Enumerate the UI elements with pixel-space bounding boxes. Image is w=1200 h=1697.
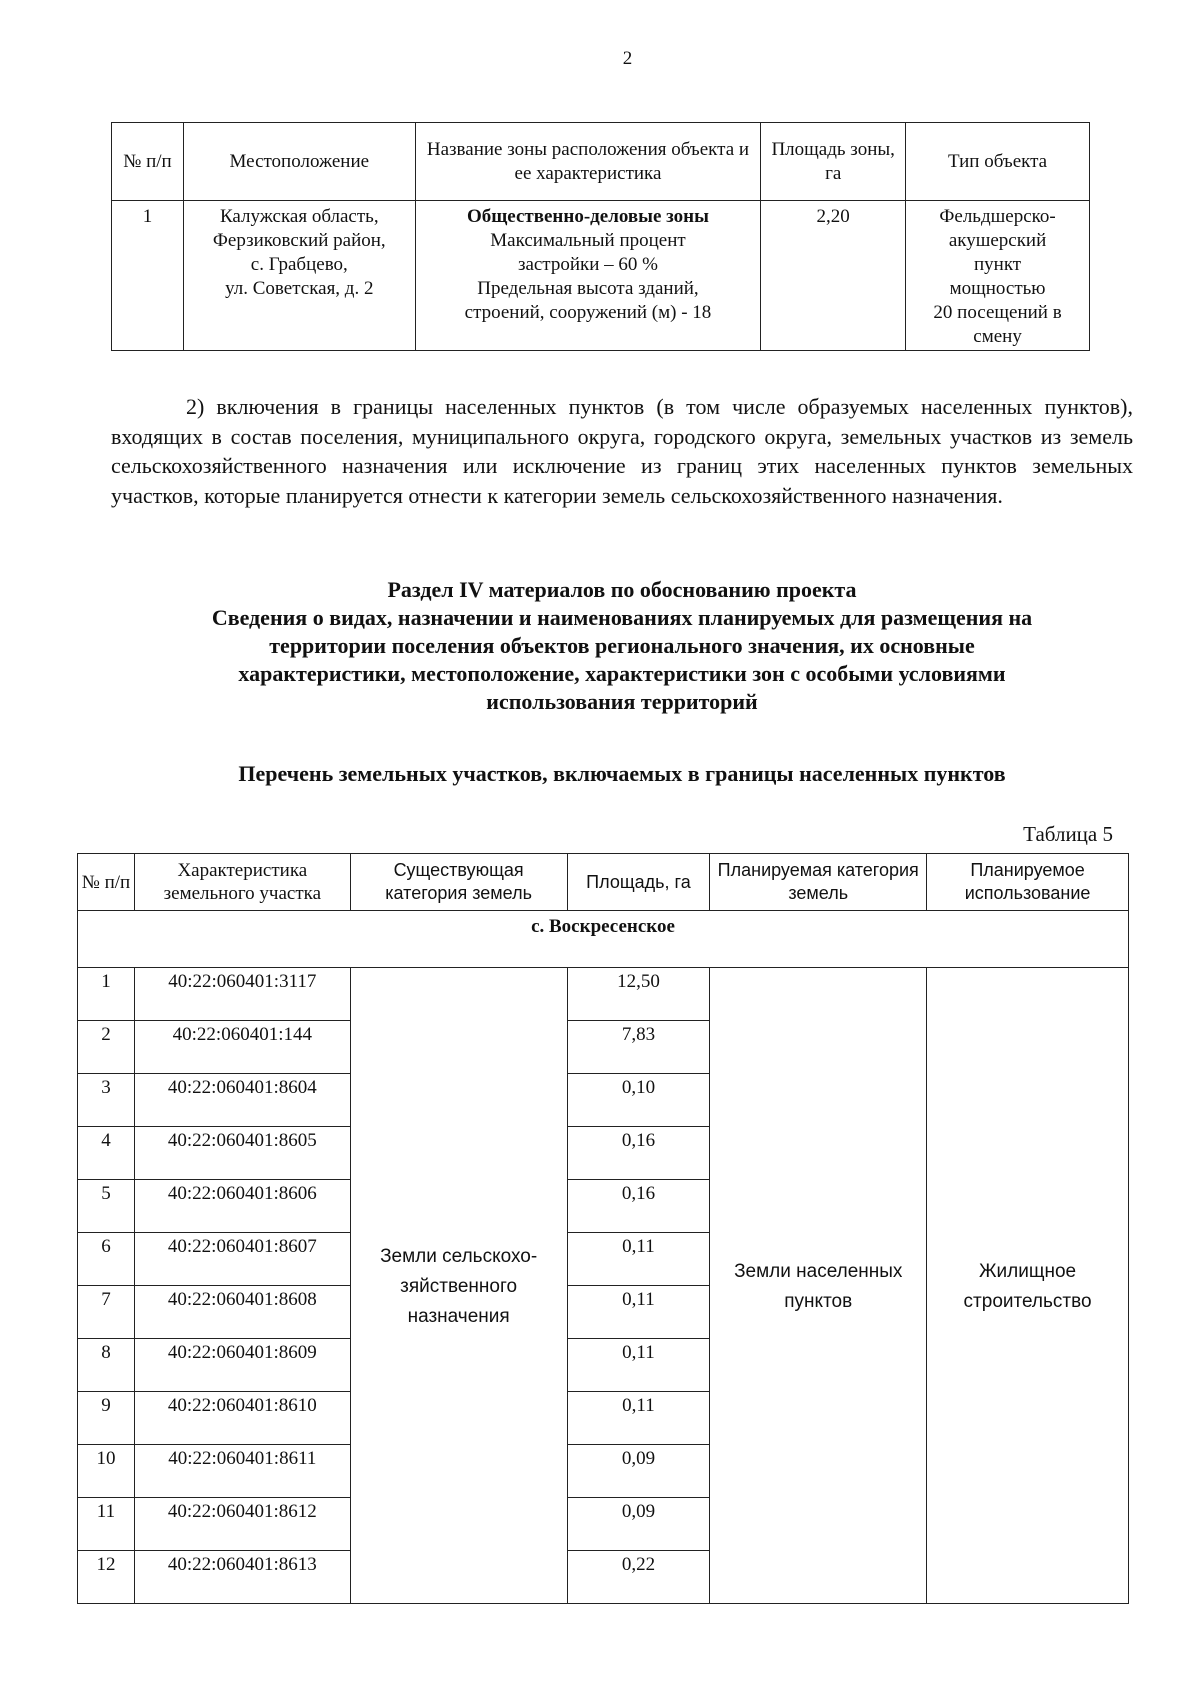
row-num: 6 bbox=[78, 1233, 135, 1286]
section-heading-line: Сведения о видах, назначении и наименованиях планируемых для размещения на bbox=[211, 605, 1033, 630]
row-num: 9 bbox=[78, 1392, 135, 1445]
zone-table bbox=[111, 122, 1090, 351]
object-type-line: 20 посещений в bbox=[933, 302, 1062, 323]
row-num: 5 bbox=[78, 1180, 135, 1233]
area-cell: 0,09 bbox=[567, 1498, 710, 1551]
cadastral-number: 40:22:060401:3117 bbox=[134, 968, 350, 1021]
zone-line: застройки – 60 % bbox=[517, 254, 658, 275]
section-heading bbox=[111, 576, 1133, 716]
planned-use-line: Жилищное bbox=[979, 1260, 1077, 1282]
cadastral-number: 40:22:060401:8604 bbox=[134, 1074, 350, 1127]
zone-line: Максимальный процент bbox=[490, 230, 686, 251]
header-existing-category: Существующая категория земель bbox=[350, 854, 567, 911]
area-cell: 0,16 bbox=[567, 1127, 710, 1180]
area-cell: 7,83 bbox=[567, 1021, 710, 1074]
planned-use-cell bbox=[927, 968, 1129, 1604]
area-cell: 2,20 bbox=[761, 201, 906, 351]
header-num: № п/п bbox=[78, 854, 135, 911]
row-num: 3 bbox=[78, 1074, 135, 1127]
cadastral-number: 40:22:060401:8611 bbox=[134, 1445, 350, 1498]
group-row bbox=[78, 911, 1129, 968]
cadastral-number: 40:22:060401:8609 bbox=[134, 1339, 350, 1392]
row-num: 11 bbox=[78, 1498, 135, 1551]
row-num: 1 bbox=[112, 201, 184, 351]
table-row bbox=[112, 201, 1090, 351]
location-line: Ферзиковский район, bbox=[212, 230, 386, 251]
section-heading-line: использования территорий bbox=[486, 689, 758, 714]
header-area: Площадь зоны, га bbox=[761, 123, 906, 201]
land-table-body bbox=[78, 968, 1129, 1604]
area-cell: 12,50 bbox=[567, 968, 710, 1021]
object-type-line: Фельдшерско- bbox=[939, 206, 1056, 227]
row-num: 4 bbox=[78, 1127, 135, 1180]
planned-category-cell bbox=[710, 968, 927, 1604]
object-type-cell bbox=[906, 201, 1090, 351]
cadastral-number: 40:22:060401:8605 bbox=[134, 1127, 350, 1180]
body-paragraph bbox=[111, 392, 1133, 510]
area-cell: 0,11 bbox=[567, 1286, 710, 1339]
area-cell: 0,11 bbox=[567, 1339, 710, 1392]
header-location: Местоположение bbox=[183, 123, 415, 201]
page-number: 2 bbox=[622, 48, 633, 69]
header-zone: Название зоны расположения объекта и ее характеристика bbox=[415, 123, 761, 201]
header-planned-category: Планируемая категория земель bbox=[710, 854, 927, 911]
area-cell: 0,11 bbox=[567, 1392, 710, 1445]
existing-category-line: зяйственного bbox=[400, 1275, 518, 1297]
row-num: 7 bbox=[78, 1286, 135, 1339]
area-cell: 0,22 bbox=[567, 1551, 710, 1604]
row-num: 8 bbox=[78, 1339, 135, 1392]
header-area: Площадь, га bbox=[567, 854, 710, 911]
paragraph-text: 2) включения в границы населенных пунктов (в том числе образуемых населенных пунктов), входящих в состав поселения, муниципального округа, городского округа, земельных участков из земель сельскохозяйственного назначения или исключение из границ этих населенных пунктов земельных участков, которые планируется отнести к категории земель сельскохозяйственного назначения. bbox=[111, 394, 1133, 508]
area-cell: 0,11 bbox=[567, 1233, 710, 1286]
cadastral-number: 40:22:060401:8606 bbox=[134, 1180, 350, 1233]
planned-category-line: Земли населенных bbox=[734, 1260, 903, 1282]
row-num: 1 bbox=[78, 968, 135, 1021]
zone-cell bbox=[415, 201, 761, 351]
cadastral-number: 40:22:060401:8613 bbox=[134, 1551, 350, 1604]
existing-category-line: назначения bbox=[407, 1305, 510, 1327]
object-type-line: мощностью bbox=[949, 278, 1046, 299]
row-num: 10 bbox=[78, 1445, 135, 1498]
zone-line: строений, сооружений (м) - 18 bbox=[464, 302, 712, 323]
zone-title: Общественно-деловые зоны bbox=[466, 206, 709, 227]
list-heading: Перечень земельных участков, включаемых в границы населенных пунктов bbox=[238, 761, 1006, 786]
area-cell: 0,10 bbox=[567, 1074, 710, 1127]
row-num: 12 bbox=[78, 1551, 135, 1604]
header-characteristic: Характеристика земельного участка bbox=[134, 854, 350, 911]
location-line: Калужская область, bbox=[219, 206, 379, 227]
planned-category-line: пунктов bbox=[784, 1290, 853, 1312]
land-plots-table bbox=[77, 853, 1129, 1604]
location-line: с. Грабцево, bbox=[250, 254, 348, 275]
object-type-line: пункт bbox=[973, 254, 1022, 275]
table-row bbox=[78, 968, 1129, 1021]
existing-category-cell bbox=[350, 968, 567, 1604]
header-planned-use: Планируемое использование bbox=[927, 854, 1129, 911]
existing-category-line: Земли сельскохо- bbox=[380, 1245, 538, 1267]
planned-use-line: строительство bbox=[963, 1290, 1092, 1312]
object-type-line: акушерский bbox=[948, 230, 1047, 251]
group-label: с. Воскресенское bbox=[78, 911, 1129, 968]
cadastral-number: 40:22:060401:8607 bbox=[134, 1233, 350, 1286]
zone-line: Предельная высота зданий, bbox=[477, 278, 699, 299]
area-cell: 0,16 bbox=[567, 1180, 710, 1233]
row-num: 2 bbox=[78, 1021, 135, 1074]
object-type-line: смену bbox=[973, 326, 1022, 347]
cadastral-number: 40:22:060401:8610 bbox=[134, 1392, 350, 1445]
zone-table-header bbox=[112, 123, 1090, 201]
location-cell bbox=[183, 201, 415, 351]
header-object-type: Тип объекта bbox=[906, 123, 1090, 201]
section-heading-line: территории поселения объектов регионального значения, их основные bbox=[269, 633, 975, 658]
area-cell: 0,09 bbox=[567, 1445, 710, 1498]
table-caption: Таблица 5 bbox=[1023, 822, 1113, 846]
section-heading-line: Раздел IV материалов по обоснованию проекта bbox=[387, 577, 857, 602]
location-line: ул. Советская, д. 2 bbox=[225, 278, 374, 299]
cadastral-number: 40:22:060401:8608 bbox=[134, 1286, 350, 1339]
cadastral-number: 40:22:060401:144 bbox=[134, 1021, 350, 1074]
cadastral-number: 40:22:060401:8612 bbox=[134, 1498, 350, 1551]
header-num: № п/п bbox=[112, 123, 184, 201]
land-table-header bbox=[78, 854, 1129, 911]
section-heading-line: характеристики, местоположение, характеристики зон с особыми условиями bbox=[238, 661, 1006, 686]
